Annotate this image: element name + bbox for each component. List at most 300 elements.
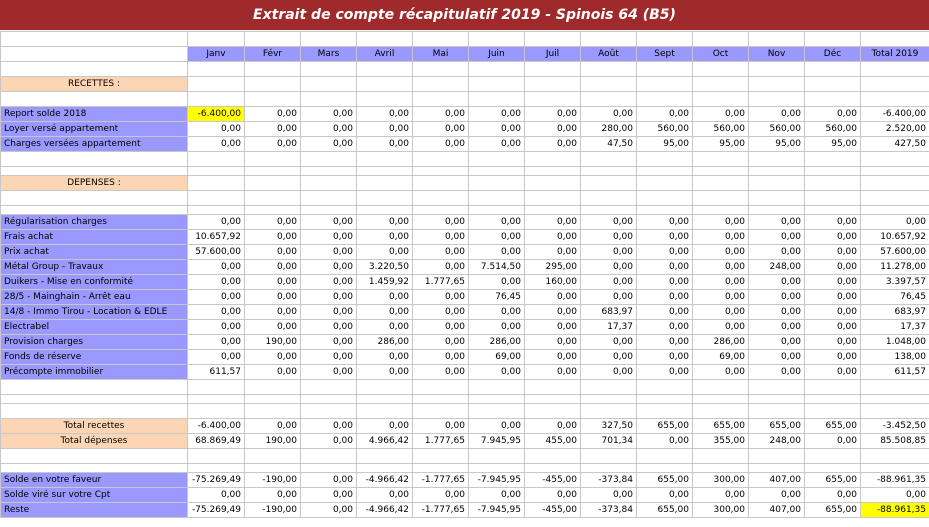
value-cell[interactable]: 683,97 <box>861 305 929 320</box>
empty-cell[interactable] <box>188 32 245 47</box>
value-cell[interactable]: 0,00 <box>637 260 693 275</box>
empty-cell[interactable] <box>469 404 525 419</box>
empty-cell[interactable] <box>413 191 469 206</box>
value-cell[interactable]: 407,00 <box>749 473 805 488</box>
empty-cell[interactable] <box>805 380 861 395</box>
value-cell[interactable]: 0,00 <box>525 137 581 152</box>
empty-cell[interactable] <box>637 92 693 107</box>
empty-cell[interactable] <box>1 464 188 473</box>
value-cell[interactable]: 0,00 <box>469 107 525 122</box>
value-cell[interactable]: 47,50 <box>581 137 637 152</box>
empty-cell[interactable] <box>749 395 805 404</box>
empty-cell[interactable] <box>637 77 693 92</box>
value-cell[interactable]: 0,00 <box>357 245 413 260</box>
value-cell[interactable]: 0,00 <box>749 230 805 245</box>
value-cell[interactable]: 0,00 <box>301 473 357 488</box>
empty-cell[interactable] <box>581 191 637 206</box>
value-cell[interactable]: 0,00 <box>188 320 245 335</box>
value-cell[interactable]: 0,00 <box>301 335 357 350</box>
empty-cell[interactable] <box>693 449 749 464</box>
value-cell[interactable]: 0,00 <box>413 290 469 305</box>
empty-cell[interactable] <box>525 191 581 206</box>
empty-cell[interactable] <box>245 62 301 77</box>
value-cell[interactable]: 0,00 <box>581 335 637 350</box>
value-cell[interactable]: 0,00 <box>413 107 469 122</box>
empty-cell[interactable] <box>861 191 929 206</box>
empty-cell[interactable] <box>581 404 637 419</box>
value-cell[interactable]: 69,00 <box>469 350 525 365</box>
value-cell[interactable]: -190,00 <box>245 473 301 488</box>
empty-cell[interactable] <box>301 176 357 191</box>
empty-cell[interactable] <box>693 152 749 167</box>
empty-cell[interactable] <box>357 176 413 191</box>
empty-cell[interactable] <box>469 206 525 215</box>
value-cell[interactable]: 0,00 <box>301 215 357 230</box>
value-cell[interactable]: 68.869,49 <box>188 434 245 449</box>
empty-cell[interactable] <box>1 395 188 404</box>
empty-cell[interactable] <box>301 152 357 167</box>
value-cell[interactable]: 138,00 <box>861 350 929 365</box>
value-cell[interactable]: 0,00 <box>637 107 693 122</box>
empty-cell[interactable] <box>693 395 749 404</box>
empty-cell[interactable] <box>525 176 581 191</box>
value-cell[interactable]: 0,00 <box>637 230 693 245</box>
empty-cell[interactable] <box>749 32 805 47</box>
value-cell[interactable]: 0,00 <box>805 107 861 122</box>
value-cell[interactable]: 57.600,00 <box>861 245 929 260</box>
value-cell[interactable]: 0,00 <box>357 290 413 305</box>
value-cell[interactable]: 0,00 <box>693 215 749 230</box>
value-cell[interactable]: 655,00 <box>637 473 693 488</box>
empty-cell[interactable] <box>301 449 357 464</box>
empty-cell[interactable] <box>861 449 929 464</box>
empty-cell[interactable] <box>413 464 469 473</box>
value-cell[interactable]: 0,00 <box>581 488 637 503</box>
value-cell[interactable]: 0,00 <box>693 260 749 275</box>
value-cell[interactable]: 0,00 <box>581 245 637 260</box>
value-cell[interactable]: -1.777,65 <box>413 503 469 518</box>
value-cell[interactable]: -7.945,95 <box>469 503 525 518</box>
empty-cell[interactable] <box>749 176 805 191</box>
value-cell[interactable]: 701,34 <box>581 434 637 449</box>
empty-cell[interactable] <box>749 404 805 419</box>
value-cell[interactable]: 300,00 <box>693 503 749 518</box>
value-cell[interactable]: 280,00 <box>581 122 637 137</box>
value-cell[interactable]: 0,00 <box>413 365 469 380</box>
value-cell[interactable]: 0,00 <box>357 365 413 380</box>
value-cell[interactable]: 7.945,95 <box>469 434 525 449</box>
value-cell[interactable]: 655,00 <box>693 419 749 434</box>
empty-cell[interactable] <box>693 206 749 215</box>
empty-cell[interactable] <box>245 191 301 206</box>
empty-cell[interactable] <box>357 464 413 473</box>
value-cell[interactable]: 17,37 <box>861 320 929 335</box>
empty-cell[interactable] <box>693 404 749 419</box>
empty-cell[interactable] <box>693 32 749 47</box>
empty-cell[interactable] <box>805 395 861 404</box>
empty-cell[interactable] <box>301 167 357 176</box>
value-cell[interactable]: -4.966,42 <box>357 503 413 518</box>
empty-cell[interactable] <box>581 464 637 473</box>
value-cell[interactable]: 0,00 <box>245 215 301 230</box>
empty-cell[interactable] <box>749 77 805 92</box>
value-cell[interactable]: 655,00 <box>749 419 805 434</box>
value-cell[interactable]: 0,00 <box>525 320 581 335</box>
value-cell[interactable]: 0,00 <box>749 290 805 305</box>
value-cell[interactable]: 0,00 <box>805 335 861 350</box>
value-cell[interactable]: 0,00 <box>637 215 693 230</box>
empty-cell[interactable] <box>357 92 413 107</box>
value-cell[interactable]: 0,00 <box>188 488 245 503</box>
empty-cell[interactable] <box>581 449 637 464</box>
value-cell[interactable]: 0,00 <box>469 419 525 434</box>
header-corner-cell[interactable] <box>1 47 188 62</box>
empty-cell[interactable] <box>805 404 861 419</box>
value-cell[interactable]: 0,00 <box>245 320 301 335</box>
empty-cell[interactable] <box>525 62 581 77</box>
empty-cell[interactable] <box>357 152 413 167</box>
empty-cell[interactable] <box>413 176 469 191</box>
empty-cell[interactable] <box>301 404 357 419</box>
empty-cell[interactable] <box>805 464 861 473</box>
empty-cell[interactable] <box>188 404 245 419</box>
value-cell[interactable]: 0,00 <box>301 107 357 122</box>
value-cell[interactable]: 355,00 <box>693 434 749 449</box>
value-cell[interactable]: 0,00 <box>749 107 805 122</box>
value-cell[interactable]: 0,00 <box>413 335 469 350</box>
value-cell[interactable]: 0,00 <box>357 488 413 503</box>
value-cell[interactable]: 683,97 <box>581 305 637 320</box>
value-cell[interactable]: 3.220,50 <box>357 260 413 275</box>
empty-cell[interactable] <box>805 191 861 206</box>
value-cell[interactable]: 1.777,65 <box>413 275 469 290</box>
value-cell[interactable]: 190,00 <box>245 434 301 449</box>
empty-cell[interactable] <box>301 464 357 473</box>
value-cell[interactable]: 427,50 <box>861 137 929 152</box>
value-cell[interactable]: 0,00 <box>749 335 805 350</box>
value-cell[interactable]: 10.657,92 <box>188 230 245 245</box>
value-cell[interactable]: 0,00 <box>749 275 805 290</box>
value-cell[interactable]: 0,00 <box>413 419 469 434</box>
value-cell[interactable]: 76,45 <box>469 290 525 305</box>
value-cell[interactable]: 655,00 <box>805 419 861 434</box>
empty-cell[interactable] <box>469 191 525 206</box>
empty-cell[interactable] <box>581 380 637 395</box>
empty-cell[interactable] <box>413 152 469 167</box>
empty-cell[interactable] <box>301 77 357 92</box>
empty-cell[interactable] <box>301 191 357 206</box>
value-cell[interactable]: 611,57 <box>861 365 929 380</box>
value-cell[interactable]: 10.657,92 <box>861 230 929 245</box>
value-cell[interactable]: 0,00 <box>637 290 693 305</box>
empty-cell[interactable] <box>245 395 301 404</box>
value-cell[interactable]: -7.945,95 <box>469 473 525 488</box>
value-cell[interactable]: 0,00 <box>749 305 805 320</box>
value-cell[interactable]: 248,00 <box>749 434 805 449</box>
empty-cell[interactable] <box>413 92 469 107</box>
empty-cell[interactable] <box>188 152 245 167</box>
value-cell[interactable]: 0,00 <box>749 320 805 335</box>
value-cell[interactable]: 0,00 <box>525 488 581 503</box>
empty-cell[interactable] <box>749 191 805 206</box>
empty-cell[interactable] <box>357 380 413 395</box>
value-cell[interactable]: 0,00 <box>357 419 413 434</box>
empty-cell[interactable] <box>357 404 413 419</box>
empty-cell[interactable] <box>525 206 581 215</box>
value-cell[interactable]: 0,00 <box>188 122 245 137</box>
value-cell[interactable]: 0,00 <box>525 305 581 320</box>
value-cell[interactable]: 0,00 <box>188 260 245 275</box>
empty-cell[interactable] <box>469 77 525 92</box>
empty-cell[interactable] <box>1 167 188 176</box>
value-cell[interactable]: 560,00 <box>749 122 805 137</box>
empty-cell[interactable] <box>301 92 357 107</box>
empty-cell[interactable] <box>301 32 357 47</box>
value-cell[interactable]: 0,00 <box>469 320 525 335</box>
empty-cell[interactable] <box>357 449 413 464</box>
value-cell[interactable]: 0,00 <box>693 305 749 320</box>
value-cell[interactable]: 0,00 <box>301 488 357 503</box>
value-cell[interactable]: 4.966,42 <box>357 434 413 449</box>
value-cell[interactable]: 407,00 <box>749 503 805 518</box>
value-cell[interactable]: 0,00 <box>413 350 469 365</box>
empty-cell[interactable] <box>581 395 637 404</box>
empty-cell[interactable] <box>413 62 469 77</box>
value-cell[interactable]: 655,00 <box>805 503 861 518</box>
empty-cell[interactable] <box>469 167 525 176</box>
empty-cell[interactable] <box>188 176 245 191</box>
value-cell[interactable]: 0,00 <box>637 335 693 350</box>
value-cell[interactable]: 160,00 <box>525 275 581 290</box>
value-cell[interactable]: 190,00 <box>245 335 301 350</box>
empty-cell[interactable] <box>413 77 469 92</box>
value-cell[interactable]: 0,00 <box>637 320 693 335</box>
empty-cell[interactable] <box>357 191 413 206</box>
empty-cell[interactable] <box>581 167 637 176</box>
empty-cell[interactable] <box>469 176 525 191</box>
value-cell[interactable]: 0,00 <box>301 290 357 305</box>
empty-cell[interactable] <box>245 404 301 419</box>
empty-cell[interactable] <box>637 380 693 395</box>
value-cell[interactable]: 0,00 <box>469 365 525 380</box>
empty-cell[interactable] <box>245 152 301 167</box>
value-cell[interactable]: 2.520,00 <box>861 122 929 137</box>
value-cell[interactable]: 0,00 <box>301 305 357 320</box>
value-cell[interactable]: 327,50 <box>581 419 637 434</box>
empty-cell[interactable] <box>861 404 929 419</box>
value-cell[interactable]: 0,00 <box>413 260 469 275</box>
empty-cell[interactable] <box>413 404 469 419</box>
empty-cell[interactable] <box>357 395 413 404</box>
value-cell[interactable]: 95,00 <box>637 137 693 152</box>
value-cell[interactable]: 0,00 <box>245 245 301 260</box>
value-cell[interactable]: 0,00 <box>301 419 357 434</box>
value-cell[interactable]: 0,00 <box>413 230 469 245</box>
value-cell[interactable]: 0,00 <box>245 350 301 365</box>
empty-cell[interactable] <box>188 77 245 92</box>
value-cell[interactable]: -373,84 <box>581 503 637 518</box>
empty-cell[interactable] <box>245 449 301 464</box>
empty-cell[interactable] <box>188 92 245 107</box>
value-cell[interactable]: 0,00 <box>413 320 469 335</box>
value-cell[interactable]: 0,00 <box>469 137 525 152</box>
value-cell[interactable]: 0,00 <box>805 275 861 290</box>
empty-cell[interactable] <box>637 404 693 419</box>
empty-cell[interactable] <box>861 206 929 215</box>
value-cell[interactable]: 0,00 <box>469 230 525 245</box>
value-cell[interactable]: 295,00 <box>525 260 581 275</box>
value-cell[interactable]: 0,00 <box>693 488 749 503</box>
empty-cell[interactable] <box>469 92 525 107</box>
empty-cell[interactable] <box>301 206 357 215</box>
value-cell[interactable]: 0,00 <box>637 488 693 503</box>
value-cell[interactable]: 455,00 <box>525 434 581 449</box>
value-cell[interactable]: 85.508,85 <box>861 434 929 449</box>
value-cell[interactable]: 0,00 <box>188 290 245 305</box>
value-cell[interactable]: 7.514,50 <box>469 260 525 275</box>
value-cell[interactable]: 0,00 <box>749 350 805 365</box>
value-cell[interactable]: 0,00 <box>637 245 693 260</box>
value-cell[interactable]: -6.400,00 <box>861 107 929 122</box>
empty-cell[interactable] <box>749 380 805 395</box>
value-cell[interactable]: 0,00 <box>581 365 637 380</box>
value-cell[interactable]: 0,00 <box>357 320 413 335</box>
empty-cell[interactable] <box>637 176 693 191</box>
empty-cell[interactable] <box>693 464 749 473</box>
empty-cell[interactable] <box>469 464 525 473</box>
empty-cell[interactable] <box>861 32 929 47</box>
value-cell[interactable]: 11.278,00 <box>861 260 929 275</box>
value-cell[interactable]: 0,00 <box>245 107 301 122</box>
value-cell[interactable]: 0,00 <box>525 107 581 122</box>
value-cell[interactable]: 0,00 <box>188 335 245 350</box>
empty-cell[interactable] <box>469 380 525 395</box>
value-cell[interactable]: -6.400,00 <box>188 107 245 122</box>
empty-cell[interactable] <box>693 167 749 176</box>
value-cell[interactable]: 0,00 <box>188 215 245 230</box>
value-cell[interactable]: 0,00 <box>693 107 749 122</box>
empty-cell[interactable] <box>861 380 929 395</box>
empty-cell[interactable] <box>357 167 413 176</box>
value-cell[interactable]: 0,00 <box>581 275 637 290</box>
empty-cell[interactable] <box>357 62 413 77</box>
value-cell[interactable]: 0,00 <box>188 137 245 152</box>
empty-cell[interactable] <box>469 449 525 464</box>
empty-cell[interactable] <box>525 152 581 167</box>
empty-cell[interactable] <box>581 206 637 215</box>
empty-cell[interactable] <box>1 62 188 77</box>
value-cell[interactable]: 0,00 <box>805 215 861 230</box>
value-cell[interactable]: 0,00 <box>525 419 581 434</box>
value-cell[interactable]: 0,00 <box>245 290 301 305</box>
empty-cell[interactable] <box>637 206 693 215</box>
empty-cell[interactable] <box>469 62 525 77</box>
empty-cell[interactable] <box>581 152 637 167</box>
value-cell[interactable]: 0,00 <box>805 305 861 320</box>
value-cell[interactable]: 0,00 <box>469 275 525 290</box>
empty-cell[interactable] <box>469 152 525 167</box>
value-cell[interactable]: 0,00 <box>525 335 581 350</box>
empty-cell[interactable] <box>805 206 861 215</box>
value-cell[interactable]: 0,00 <box>245 305 301 320</box>
value-cell[interactable]: 0,00 <box>693 275 749 290</box>
value-cell[interactable]: -75.269,49 <box>188 503 245 518</box>
value-cell[interactable]: 95,00 <box>805 137 861 152</box>
value-cell[interactable]: 0,00 <box>805 434 861 449</box>
value-cell[interactable]: 0,00 <box>413 305 469 320</box>
empty-cell[interactable] <box>581 77 637 92</box>
value-cell[interactable]: -88.961,35 <box>861 503 929 518</box>
value-cell[interactable]: 0,00 <box>805 260 861 275</box>
empty-cell[interactable] <box>1 152 188 167</box>
empty-cell[interactable] <box>805 92 861 107</box>
value-cell[interactable]: 0,00 <box>301 230 357 245</box>
empty-cell[interactable] <box>581 176 637 191</box>
empty-cell[interactable] <box>188 380 245 395</box>
value-cell[interactable]: 0,00 <box>525 230 581 245</box>
value-cell[interactable]: 0,00 <box>357 137 413 152</box>
empty-cell[interactable] <box>525 92 581 107</box>
value-cell[interactable]: -4.966,42 <box>357 473 413 488</box>
value-cell[interactable]: 286,00 <box>469 335 525 350</box>
empty-cell[interactable] <box>861 464 929 473</box>
empty-cell[interactable] <box>357 206 413 215</box>
empty-cell[interactable] <box>805 176 861 191</box>
empty-cell[interactable] <box>693 380 749 395</box>
empty-cell[interactable] <box>188 464 245 473</box>
empty-cell[interactable] <box>1 191 188 206</box>
value-cell[interactable]: -455,00 <box>525 473 581 488</box>
empty-cell[interactable] <box>301 380 357 395</box>
value-cell[interactable]: 0,00 <box>805 320 861 335</box>
empty-cell[interactable] <box>749 62 805 77</box>
empty-cell[interactable] <box>245 77 301 92</box>
value-cell[interactable]: -190,00 <box>245 503 301 518</box>
value-cell[interactable]: 0,00 <box>693 365 749 380</box>
empty-cell[interactable] <box>861 77 929 92</box>
value-cell[interactable]: 0,00 <box>749 215 805 230</box>
value-cell[interactable]: 0,00 <box>805 350 861 365</box>
empty-cell[interactable] <box>805 77 861 92</box>
value-cell[interactable]: 0,00 <box>637 365 693 380</box>
value-cell[interactable]: 69,00 <box>693 350 749 365</box>
value-cell[interactable]: 0,00 <box>749 365 805 380</box>
empty-cell[interactable] <box>525 380 581 395</box>
empty-cell[interactable] <box>861 167 929 176</box>
empty-cell[interactable] <box>301 395 357 404</box>
value-cell[interactable]: 0,00 <box>245 419 301 434</box>
empty-cell[interactable] <box>357 77 413 92</box>
value-cell[interactable]: 0,00 <box>525 245 581 260</box>
value-cell[interactable]: 655,00 <box>805 473 861 488</box>
value-cell[interactable]: 0,00 <box>301 320 357 335</box>
value-cell[interactable]: 0,00 <box>301 434 357 449</box>
empty-cell[interactable] <box>245 380 301 395</box>
value-cell[interactable]: 0,00 <box>525 215 581 230</box>
empty-cell[interactable] <box>805 152 861 167</box>
value-cell[interactable]: 0,00 <box>413 245 469 260</box>
empty-cell[interactable] <box>525 449 581 464</box>
value-cell[interactable]: 0,00 <box>245 137 301 152</box>
value-cell[interactable]: 0,00 <box>805 290 861 305</box>
value-cell[interactable]: 611,57 <box>188 365 245 380</box>
value-cell[interactable]: 0,00 <box>805 230 861 245</box>
empty-cell[interactable] <box>469 395 525 404</box>
value-cell[interactable]: 0,00 <box>413 215 469 230</box>
empty-cell[interactable] <box>749 92 805 107</box>
value-cell[interactable]: 0,00 <box>245 365 301 380</box>
empty-cell[interactable] <box>525 77 581 92</box>
